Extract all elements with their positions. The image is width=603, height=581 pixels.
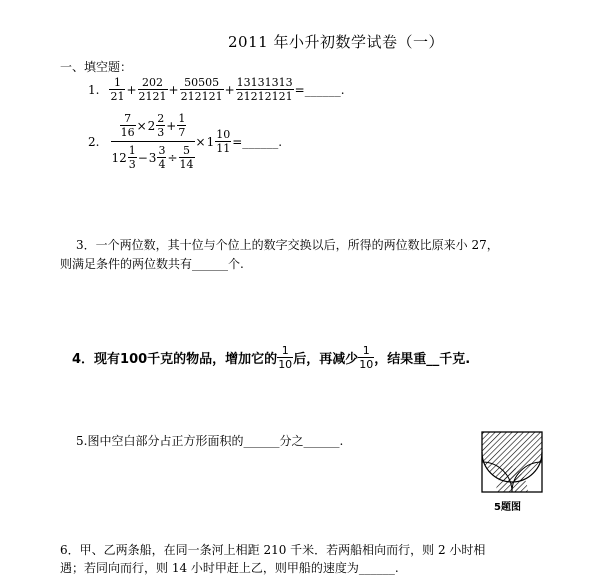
- question-2: [88, 112, 283, 171]
- question-4-text-c: ，结果重__千克.: [374, 352, 471, 367]
- whole-part: 2: [147, 118, 156, 133]
- answer-blank: =______.: [294, 82, 345, 97]
- numerator: 7: [120, 112, 136, 126]
- question-4-text-b: 后，再减少: [293, 352, 359, 367]
- denominator: 4: [158, 158, 166, 171]
- numerator: 13131313: [236, 76, 293, 89]
- denominator: 11: [216, 142, 231, 155]
- figure-caption: 5题图: [494, 502, 521, 513]
- question-2-number: 2.: [88, 134, 100, 149]
- numerator: 2: [157, 112, 165, 125]
- numerator: 1: [128, 144, 136, 157]
- question-6-line-2: 遇；若同向而行，则 14 小时甲赶上乙，则甲船的速度为______.: [60, 561, 399, 575]
- whole-part: 1: [206, 134, 215, 149]
- fraction: [128, 144, 137, 171]
- fraction: [179, 144, 195, 171]
- fraction: [277, 344, 293, 371]
- complex-fraction: [111, 112, 194, 171]
- section-heading: 一、填空题：: [60, 60, 133, 74]
- numerator: 1: [178, 112, 186, 125]
- fraction: [236, 76, 294, 103]
- denominator: 7: [178, 126, 186, 139]
- denominator: 10: [359, 358, 374, 371]
- numerator: 1: [109, 76, 125, 90]
- mixed-number: [207, 128, 232, 155]
- page-title: 2011 年小升初数学试卷（一）: [228, 33, 444, 51]
- denominator: 21212121: [236, 90, 293, 103]
- mixed-number: [111, 144, 136, 171]
- question-6-line-1: 6．甲、乙两条船，在同一条河上相距 210 千米．若两船相向而行，则 2 小时相: [60, 543, 486, 557]
- denominator: 2121: [138, 90, 167, 103]
- denominator: 3: [157, 126, 165, 139]
- plus-sign: +: [224, 82, 235, 97]
- question-4-text-a: 4．现有100千克的物品，增加它的: [72, 352, 278, 367]
- fraction: [120, 112, 136, 139]
- numerator: 50505: [180, 76, 224, 90]
- denominator: 16: [120, 126, 135, 139]
- question-5: 5.图中空白部分占正方形面积的______分之______.: [76, 434, 344, 448]
- mixed-number: [149, 144, 167, 171]
- minus-sign: −: [137, 150, 148, 165]
- fraction: [138, 76, 168, 103]
- fraction: [215, 128, 231, 155]
- divide-sign: ÷: [167, 150, 178, 165]
- denominator: 212121: [180, 90, 223, 103]
- mixed-number: [148, 112, 166, 139]
- question-1: [88, 76, 346, 103]
- denominator: 10: [278, 358, 293, 371]
- fraction: [358, 344, 374, 371]
- numerator: 10: [216, 128, 231, 141]
- answer-blank: =______.: [232, 134, 283, 149]
- numerator: 1: [277, 344, 293, 358]
- complex-denominator: [111, 141, 194, 171]
- numerator: 1: [358, 344, 374, 358]
- fraction: [157, 144, 166, 171]
- plus-sign: +: [166, 118, 177, 133]
- fraction: [109, 76, 125, 103]
- whole-part: 3: [148, 150, 157, 165]
- fraction: [177, 112, 186, 139]
- numerator: 5: [179, 144, 195, 158]
- times-sign: ×: [136, 118, 147, 133]
- denominator: 21: [110, 90, 125, 103]
- numerator: 202: [138, 76, 168, 90]
- fraction: [180, 76, 224, 103]
- whole-part: 12: [111, 150, 127, 165]
- complex-numerator: [120, 112, 187, 141]
- question-3-line-1: 3．一个两位数，其十位与个位上的数字交换以后，所得的两位数比原来小 27，: [76, 238, 499, 252]
- times-sign: ×: [195, 134, 206, 149]
- question-5-figure: [480, 430, 544, 494]
- question-3-line-2: 则满足条件的两位数共有______个.: [60, 257, 244, 271]
- question-4: [72, 344, 470, 371]
- denominator: 14: [179, 158, 194, 171]
- plus-sign: +: [168, 82, 179, 97]
- numerator: 3: [158, 144, 166, 157]
- plus-sign: +: [126, 82, 137, 97]
- denominator: 3: [128, 158, 136, 171]
- question-1-number: 1.: [88, 82, 100, 97]
- fraction: [156, 112, 165, 139]
